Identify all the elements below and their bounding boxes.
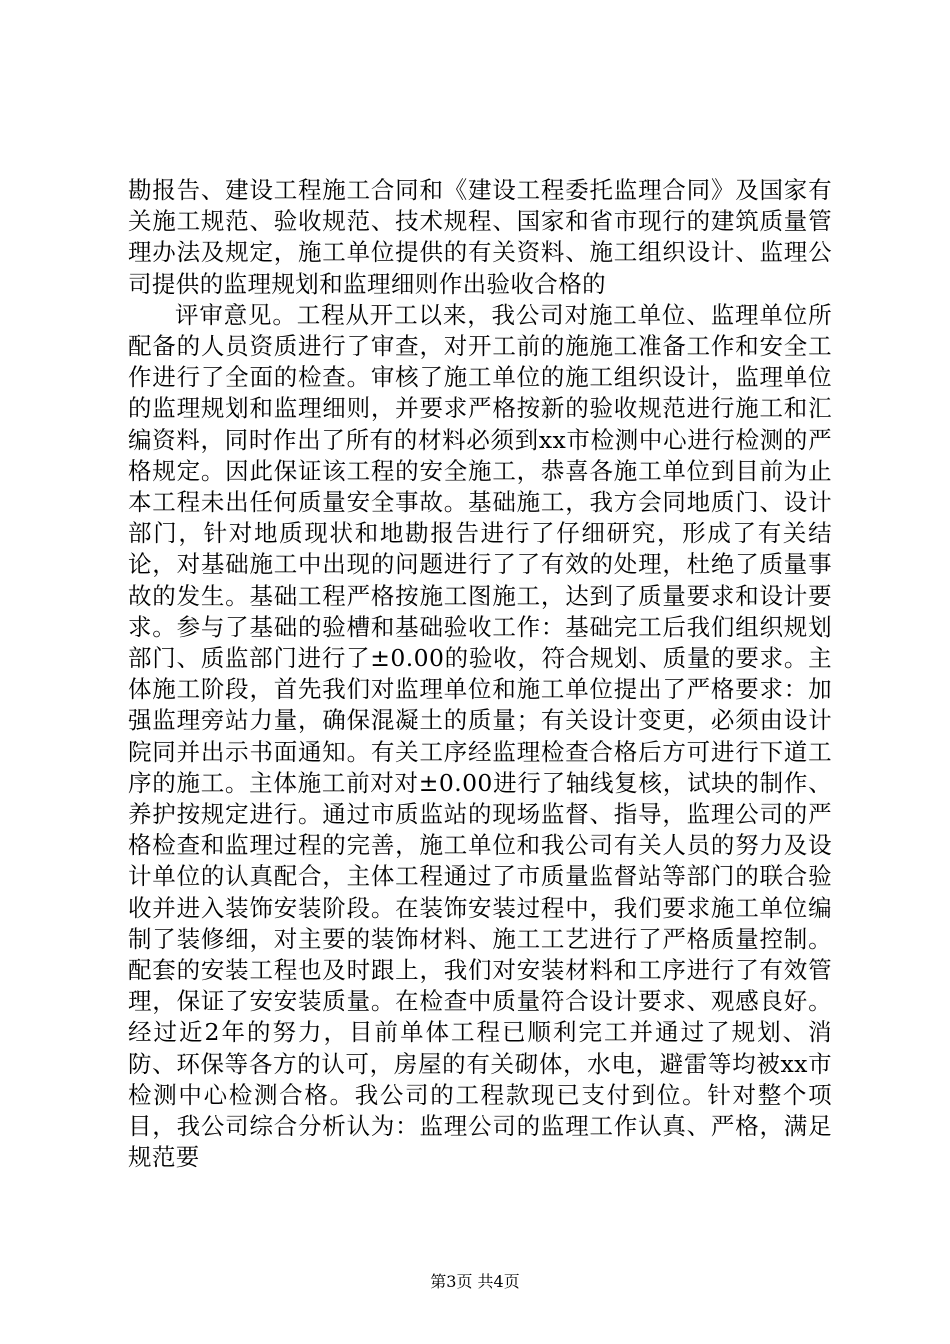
paragraph-continued: 勘报告、建设工程施工合同和《建设工程委托监理合同》及国家有关施工规范、验收规范、技术规程、国家和省市现行的建筑质量管理办法及规定，施工单位提供的有关资料、施工组织设计、监理公司提供的监理规划和监理细则作出验收合格的 bbox=[128, 176, 832, 298]
page-footer: 第3页 共4页 bbox=[430, 1272, 520, 1291]
document-body bbox=[128, 175, 832, 1174]
paragraph-review-opinion: 评审意见。工程从开工以来，我公司对施工单位、监理单位所配备的人员资质进行了审查，对开工前的施施工准备工作和安全工作进行了全面的检查。审核了施工单位的施工组织设计，监理单位的监理规划和监理细则，并要求严格按新的验收规范进行施工和汇编资料，同时作出了所有的材料必须到xx市检测中心进行检测的严格规定。因此保证该工程的安全施工，恭喜各施工单位到目前为止本工程未出任何质量安全事故。基础施工，我方会同地质门、设计部门，针对地质现状和地勘报告进行了仔细研究，形成了有关结论，对基础施工中出现的问题进行了了有效的处理，杜绝了质量事故的发生。基础工程严格按施工图施工，达到了质量要求和设计要求。参与了基础的验槽和基础验收工作：基础完工后我们组织规划部门、质监部门进行了±0.00的验收，符合规划、质量的要求。主体施工阶段，首先我们对监理单位和施工单位提出了严格要求：加强监理旁站力量，确保混凝土的质量；有关设计变更，必须由设计院同并出示书面通知。有关工序经监理检查合格后方可进行下道工序的施工。主体施工前对对±0.00进行了轴线复核，试块的制作、养护按规定进行。通过市质监站的现场监督、指导，监理公司的严格检查和监理过程的完善，施工单位和我公司有关人员的努力及设计单位的认真配合，主体工程通过了市质量监督站等部门的联合验收并进入装饰安装阶段。在装饰安装过程中，我们要求施工单位编制了装修细，对主要的装饰材料、施工工艺进行了严格质量控制。配套的安装工程也及时跟上，我们对安装材料和工序进行了有效管理，保证了安安装质量。在检查中质量符合设计要求、观感良好。经过近2年的努力，目前单体工程已顺利完工并通过了规划、消防、环保等各方的认可，房屋的有关砌体，水电，避雷等均被xx市检测中心检测合格。我公司的工程款现已支付到位。针对整个项目，我公司综合分析认为：监理公司的监理工作认真、严格，满足规范要 bbox=[128, 300, 832, 1172]
